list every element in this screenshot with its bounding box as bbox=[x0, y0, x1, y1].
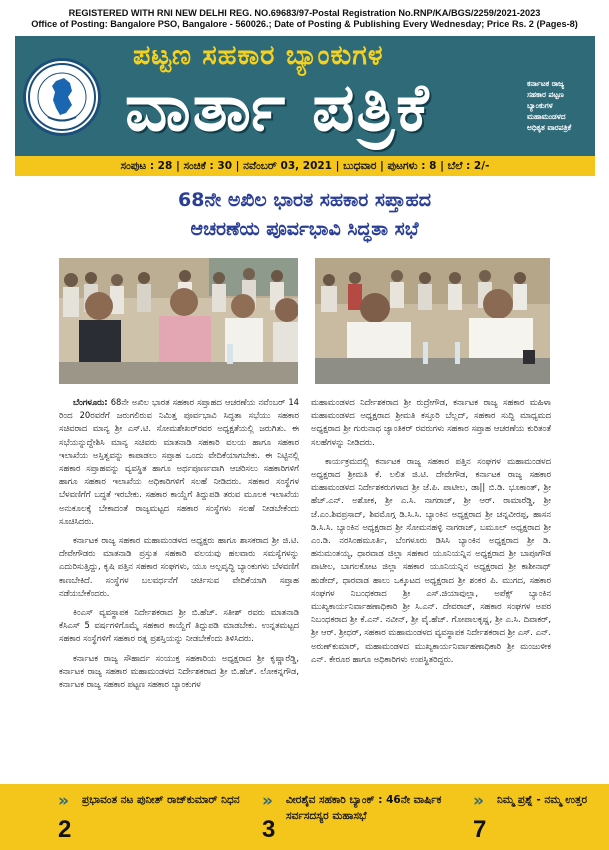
teaser-page-number: 3 bbox=[262, 816, 276, 843]
article-paragraph bbox=[59, 396, 299, 528]
side-line: ಸಹಕಾರ ಪಟ್ಟಣ bbox=[527, 90, 564, 99]
masthead-subtitle: ಪಟ್ಟಣ ಸಹಕಾರ ಬ್ಯಾಂಕುಗಳ bbox=[133, 40, 384, 71]
teaser-title: ವೀರಶೈವ ಸಹಕಾರಿ ಬ್ಯಾಂಕ್ : 46ನೇ ವಾರ್ಷಿಕ ಸರ್ವಸದಸ್ಯರ ಮಹಾಸಭೆ bbox=[286, 794, 442, 822]
teaser-page-3[interactable] bbox=[262, 790, 474, 846]
article-paragraph: ಕರ್ನಾಟಕ ರಾಜ್ಯ ಸಹಕಾರ ಮಹಾಮಂಡಳದ ಅಧ್ಯಕ್ಷರು ಹಾಗೂ ಶಾಸಕರಾದ ಶ್ರೀ ಜಿ.ಟಿ. ದೇವೇಗೌಡರು ಮಾತನಾಡಿ ಪ್ರಸ್ತುತ ಸಹಕಾರಿ ವಲಯವು ಹಲವಾರು ಸಮಸ್ಯೆಗಳನ್ನು ಎದುರಿಸುತ್ತಿದ್ದು, ಕೃಷಿ ಪತ್ತಿನ ಸಹಕಾರ ಸಂಘಗಳು, ಯೂ ಅಲ್ಪವೃದ್ಧಿ ಬ್ಯಾಂಕುಗಳು ಬೆಳವಣಿಗೆ ಕಾಣಬೇಕಿದೆ. ಸಂಸ್ಥೆಗಳ ಬಲವರ್ಧನೆಗೆ ಚರ್ಚಿಸುವ ವೇದಿಕೆಯಾಗಿ ಸಪ್ತಾಹ ನಡೆಯಬೇಕೆಂದರು. bbox=[59, 535, 299, 598]
registration-line: REGISTERED WITH RNI NEW DELHI REG. NO.69683/97-Postal Registration No.RNP/KA/BGS/2259/2021-2023 bbox=[68, 8, 541, 18]
teaser-page-number: 7 bbox=[473, 816, 487, 843]
double-chevron-icon: » bbox=[58, 791, 69, 811]
side-line: ಮಹಾಮಂಡಳದ bbox=[527, 112, 566, 121]
headline bbox=[0, 186, 609, 244]
masthead-side-text bbox=[527, 78, 593, 133]
double-chevron-icon: » bbox=[473, 791, 484, 811]
headline-line-1: 68ನೇ ಅಖಿಲ ಭಾರತ ಸಹಕಾರ ಸಪ್ತಾಹದ bbox=[178, 189, 431, 211]
teaser-title: ನಿಮ್ಮ ಪ್ರಶ್ನೆ - ನಮ್ಮ ಉತ್ತರ bbox=[497, 794, 588, 806]
article-column-2 bbox=[311, 396, 551, 672]
masthead bbox=[15, 36, 595, 156]
posting-line: Office of Posting: Bangalore PSO, Bangalore - 560026.; Date of Posting & Publishing Every Wednesday; Price Rs. 2 (Pages-8) bbox=[31, 19, 578, 29]
article-paragraph-text: 68ನೇ ಅಖಿಲ ಭಾರತ ಸಹಕಾರ ಸಪ್ತಾಹದ ಆಚರಣೆಯ ನವೆಂಬರ್ 14 ರಿಂದ 20ರವರೆಗೆ ಜರುಗಲಿರುವ ನಿಮಿತ್ತ ಪೂರ್ವಭಾವಿ ಸಿದ್ಧತಾ ಸಭೆಯು ಸಹಕಾರ ಸಚಿವರಾದ ಮಾನ್ಯ ಶ್ರೀ ಎಸ್.ಟಿ. ಸೋಮಶೇಖರ್‌ರವರ ಅಧ್ಯಕ್ಷತೆಯಲ್ಲಿ ಜರುಗಿತು. ಈ ಸಭೆಯನ್ನುದ್ದೇಶಿಸಿ ಮಾನ್ಯ ಸಚಿವರು ಮಾತನಾಡಿ ಸಹಕಾರಿ ವಲಯ ಹಾಗೂ ಸಹಕಾರ ಇಲಾಖೆಯ ಅಸ್ತಿತ್ವವನ್ನು ಕಾಪಾಡಲು ಸಪ್ತಾಹ ಒಂದು ವೇದಿಕೆಯಾಗಬೇಕು. ಈ ನಿಟ್ಟಿನಲ್ಲಿ ಸಹಕಾರ ಸಪ್ತಾಹವನ್ನು ವ್ಯವಸ್ಥಿತ ಹಾಗೂ ಅರ್ಥಪೂರ್ಣವಾಗಿ ಆಚರಿಸಲು ಸಹಕಾರಿಗಳಿಗೆ ಹಾಗೂ ಸಹಕಾರ ಇಲಾಖೆಯ ಅಧಿಕಾರಿಗಳಿಗೆ ಸಲಹೆ ನೀಡಿದರು. ಸಹಕಾರ ಸಂಸ್ಥೆಗಳ ಬೆಳವಣಿಗೆಗೆ ಬದ್ಧತೆ ಇರಬೇಕು. ಸಹಕಾರ ಕಾಯ್ದೆಗೆ ತಿದ್ದುಪಡಿ ತರುವ ಮೂಲಕ ಇಲಾಖೆಯ ಅನುಕೂಲಕ್ಕೆ ಬೇಕಾದಂತೆ ರಾಜ್ಯಮಟ್ಟದ ಸಹಕಾರ ಸಂಸ್ಥೆಗಳು ಸಲಹೆ ನೀಡಬೇಕೆಂದು ಸೂಚಿಸಿದರು. bbox=[59, 397, 299, 526]
meeting-photo-right-image bbox=[315, 258, 550, 384]
article-paragraph: ಕಾರ್ಯಕ್ರಮದಲ್ಲಿ ಕರ್ನಾಟಕ ರಾಜ್ಯ ಸಹಕಾರ ಪತ್ತಿನ ಸಂಘಗಳ ಮಹಾಮಂಡಳದ ಅಧ್ಯಕ್ಷರಾದ ಶ್ರೀಮತಿ ಕೆ. ಲಲಿತ ಜಿ.ಟಿ. ದೇವೇಗೌಡ, ಕರ್ನಾಟಕ ರಾಜ್ಯ ಸಹಕಾರ ಮಹಾಮಂಡಳದ ನಿರ್ದೇಶಕರುಗಳಾದ ಶ್ರೀ ಜೆ.ಪಿ. ಪಾಟೀಲ, ಡಾ|| ಬಿ.ಡಿ. ಭೂಕಾಂತ್, ಶ್ರೀ ಹೆಚ್.ಎನ್. ಅಶೋಕ, ಶ್ರೀ ಎ.ಸಿ. ನಾಗರಾಜ್, ಶ್ರೀ ಆರ್. ರಾಮಾರೆಡ್ಡಿ, ಶ್ರೀ ಜೆ.ಎಂ.ಶಿವಪ್ರಸಾದ್, ಶಿವಮೊಗ್ಗ ಡಿ.ಸಿ.ಸಿ. ಬ್ಯಾಂಕಿನ ಅಧ್ಯಕ್ಷರಾದ ಶ್ರೀ ಚನ್ನವೀರಪ್ಪ, ಹಾಸನ ಡಿ.ಸಿ.ಸಿ. ಬ್ಯಾಂಕಿನ ಅಧ್ಯಕ್ಷರಾದ ಶ್ರೀ ಸೋಮನಹಳ್ಳಿ ನಾಗರಾಜ್, ಬಮೂಲ್ ಅಧ್ಯಕ್ಷರಾದ ಶ್ರೀ ಎಂ.ಡಿ. ನರಸಿಂಹಮೂರ್ತಿ, ಬೆಂಗಳೂರು ಡಿಸಿಸಿ ಬ್ಯಾಂಕಿನ ಅಧ್ಯಕ್ಷರಾದ ಶ್ರೀ ಡಿ. ಹನುಮಂತಯ್ಯ, ಧಾರವಾಡ ಜಿಲ್ಲಾ ಸಹಕಾರ ಯೂನಿಯನ್ನಿನ ಅಧ್ಯಕ್ಷರಾದ ಶ್ರೀ ಬಾಪೂಗೌಡ ಪಾಟೀಲ, ಬಾಗಲಕೋಟ ಜಿಲ್ಲಾ ಸಹಕಾರ ಯೂನಿಯನ್ನಿನ ಅಧ್ಯಕ್ಷರಾದ ಶ್ರೀ ಕಾಶೀನಾಥ್ ಹುಡೇದ್, ಧಾರವಾಡ ಹಾಲು ಒಕ್ಕೂಟದ ಅಧ್ಯಕ್ಷರಾದ ಶ್ರೀ ಶಂಕರ ಪಿ. ಮುಗದ, ಸಹಕಾರ ಸಂಘಗಳ ನಿಬಂಧಕರಾದ ಶ್ರೀ ಎಸ್.ಜಿಯಾವುಲ್ಲಾ, ಅಪೆಕ್ಸ್ ಬ್ಯಾಂಕಿನ ಮುಖ್ಯಕಾರ್ಯನಿರ್ವಾಹಣಾಧಿಕಾರಿ ಶ್ರೀ ಸಿ.ಎನ್. ದೇವರಾಜ್, ಸಹಕಾರ ಸಂಘಗಳ ಅಪರ ನಿಬಂಧಕರಾದ ಶ್ರೀ ಕೆ.ಎನ್. ನವೀನ್, ಶ್ರೀ ವೈ.ಹೆಚ್. ಗೋಪಾಲಕೃಷ್ಣ, ಶ್ರೀ ಎ.ಸಿ. ದಿವಾಕರ್, ಶ್ರೀ ಆರ್. ಶ್ರೀಧರ್, ಸಹಕಾರ ಮಹಾಮಂಡಳದ ವ್ಯವಸ್ಥಾಪಕ ನಿರ್ದೇಶಕರಾದ ಶ್ರೀ ಎಸ್. ಎನ್. ಅರುಣ್‌ಕುಮಾರ್, ಮಹಾಮಂಡಳದ ಮುಖ್ಯಕಾರ್ಯನಿರ್ವಾಹಣಾಧಿಕಾರಿ ಶ್ರೀ ಮಂಜುಳೀಕ ಎನ್. ಕೇರೂರ ಹಾಗೂ ಅಧಿಕಾರಿಗಳು ಉಪಸ್ಥಿತರಿದ್ದರು. bbox=[311, 455, 551, 664]
headline-line-2: ಆಚರಣೆಯ ಪೂರ್ವಭಾವಿ ಸಿದ್ಧತಾ ಸಭೆ bbox=[190, 218, 419, 240]
teaser-page-number: 2 bbox=[58, 816, 72, 843]
meeting-photo-left-image bbox=[59, 258, 298, 384]
teaser-page-7[interactable] bbox=[473, 790, 593, 846]
article-dateline: ಬೆಂಗಳೂರು: bbox=[73, 397, 108, 407]
article-paragraph: ಮಹಾಮಂಡಳದ ನಿರ್ದೇಶಕರಾದ ಶ್ರೀ ರುದ್ರೇಗೌಡ, ಕರ್ನಾಟಕ ರಾಜ್ಯ ಸಹಕಾರ ಮಹಿಳಾ ಮಹಾಮಂಡಳದ ಅಧ್ಯಕ್ಷರಾದ ಶ್ರೀಮತಿ ಕಸ್ತೂರಿ ಬೆಲ್ಲದ್, ಸಹಕಾರ ಸುದ್ದಿ ಮಾಧ್ಯಮದ ಅಧ್ಯಕ್ಷರಾದ ಶ್ರೀ ಗುರುನಾಥ ಜ್ಯಾಂತಿಕರ್ ರವರುಗಳು ಸಹಕಾರ ಸಪ್ತಾಹ ಆಚರಣೆಯ ಕುರಿತಂತೆ ಸಲಹೆಗಳನ್ನು ನೀಡಿದರು. bbox=[311, 397, 551, 447]
karnataka-map-icon bbox=[26, 61, 98, 133]
teaser-title: ಪ್ರಭಾವಂತ ನಟ ಪುನೀತ್ ರಾಜ್‌ಕುಮಾರ್ ನಿಧನ bbox=[82, 794, 240, 806]
meeting-photo-right bbox=[315, 258, 550, 384]
side-line: ಕರ್ನಾಟಕ ರಾಜ್ಯ bbox=[527, 79, 565, 88]
masthead-title: ವಾರ್ತಾ ಪತ್ರಿಕೆ bbox=[125, 69, 431, 146]
teaser-page-2[interactable] bbox=[58, 790, 248, 846]
federation-logo bbox=[23, 58, 101, 136]
footer-teasers bbox=[0, 784, 609, 850]
article-paragraph: ಕಿಂಎಸ್ ವ್ಯವಸ್ಥಾಪಕ ನಿರ್ದೇಶಕರಾದ ಶ್ರೀ ಬಿ.ಹೆಚ್. ಸತೀಶ್ ರವರು ಮಾತನಾಡಿ ಕೆಸಿಎಸ್ 5 ವರ್ಷಗಳಿಗೊಮ್ಮೆ ಸಹಕಾರ ಕಾಯ್ದೆಗೆ ತಿದ್ದುಪಡಿ ಮಾಡಬೇಕು. ಉನ್ನತಮಟ್ಟದ ಸಹಕಾರ ಸಂಸ್ಥೆಗಳಿಗೆ ಸಹಕಾರ ರತ್ನ ಪ್ರಶಸ್ತಿಯನ್ನು ನೀಡಬೇಕೆಂದು ತಿಳಿಸಿದರು. bbox=[59, 607, 299, 644]
article-column-1 bbox=[59, 396, 299, 697]
article-paragraph: ಕರ್ನಾಟಕ ರಾಜ್ಯ ಸೌಹಾರ್ದ ಸಂಯುಕ್ತ ಸಹಕಾರಿಯ ಅಧ್ಯಕ್ಷರಾದ ಶ್ರೀ ಕೃಷ್ಣಾರೆಡ್ಡಿ, ಕರ್ನಾಟಕ ರಾಜ್ಯ ಸಹಕಾರ ಮಹಾಮಂಡಳದ ನಿರ್ದೇಶಕರಾದ ಶ್ರೀ ಬಿ.ಹೆಚ್. ಲೋಕನ್ನಗೌಡ, ಕರ್ನಾಟಕ ರಾಜ್ಯ ಸಹಕಾರ ಪಟ್ಟಣ ಸಹಕಾರ ಬ್ಯಾಂಕುಗಳ bbox=[59, 652, 299, 690]
double-chevron-icon: » bbox=[262, 791, 273, 811]
side-line: ಬ್ಯಾಂಕುಗಳ bbox=[527, 101, 553, 110]
issue-info-bar: ಸಂಪುಟ : 28 | ಸಂಚಿಕೆ : 30 | ನವೆಂಬರ್ 03, 2021 | ಬುಧವಾರ | ಪುಟಗಳು : 8 | ಬೆಲೆ : 2/- bbox=[15, 156, 595, 176]
side-line: ಅಧಿಕೃತ ವಾರಪತ್ರಿಕೆ bbox=[527, 123, 572, 132]
meeting-photo-left bbox=[59, 258, 298, 384]
